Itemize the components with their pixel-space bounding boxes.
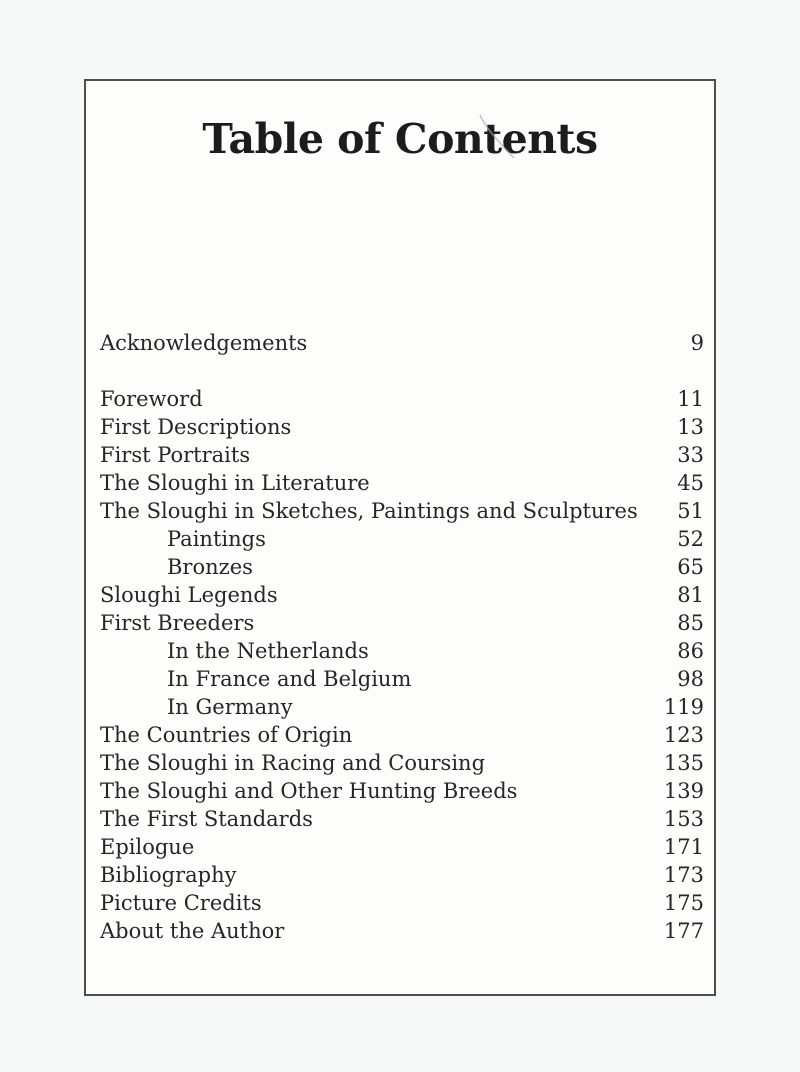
toc-entry-page-number: 9 [690,331,704,355]
toc-entry-page-number: 85 [677,611,704,635]
toc-entry-page-number: 177 [663,919,704,943]
toc-entry-label: First Portraits [100,443,251,467]
toc-entry-page-number: 65 [677,555,704,579]
toc-list [100,329,704,945]
scan-scratch-artifact [86,81,714,281]
toc-entry-page-number: 119 [663,695,704,719]
toc-entry-label: Paintings [167,527,266,551]
toc-entry [100,833,704,861]
page-title: Table of Contents [202,115,598,163]
toc-entry [100,385,704,413]
scanned-page [84,79,716,996]
toc-entry [100,441,704,469]
toc-entry-label: The Countries of Origin [100,723,353,747]
toc-entry [100,777,704,805]
toc-entry [100,917,704,945]
toc-entry [100,637,704,665]
toc-entry-label: In the Netherlands [167,639,369,663]
toc-entry-label: Foreword [100,387,203,411]
toc-entry [100,665,704,693]
toc-entry-label: The First Standards [100,807,313,831]
toc-entry-label: The Sloughi in Literature [100,471,370,495]
toc-entry [100,805,704,833]
toc-entry-label: About the Author [100,919,285,943]
toc-entry [100,889,704,917]
toc-entry [100,469,704,497]
toc-entry-page-number: 123 [663,723,704,747]
toc-entry [100,693,704,721]
toc-entry-page-number: 135 [663,751,704,775]
toc-entry-page-number: 33 [677,443,704,467]
toc-entry-label: In France and Belgium [167,667,412,691]
toc-entry-page-number: 153 [663,807,704,831]
toc-entry-page-number: 51 [677,499,704,523]
toc-entry-label: The Sloughi and Other Hunting Breeds [100,779,518,803]
toc-entry-page-number: 11 [677,387,704,411]
toc-entry [100,525,704,553]
toc-entry [100,553,704,581]
toc-entry-label: In Germany [167,695,293,719]
toc-entry [100,497,704,525]
toc-entry [100,609,704,637]
toc-entry-page-number: 13 [677,415,704,439]
toc-entry [100,861,704,889]
toc-entry-label: Picture Credits [100,891,262,915]
toc-entry-page-number: 175 [663,891,704,915]
toc-entry-label: The Sloughi in Sketches, Paintings and Sculptures [100,499,638,523]
toc-entry [100,581,704,609]
toc-entry-label: Epilogue [100,835,195,859]
toc-entry-page-number: 173 [663,863,704,887]
toc-entry [100,721,704,749]
toc-entry-page-number: 52 [677,527,704,551]
toc-entry-label: Sloughi Legends [100,583,278,607]
toc-entry-page-number: 86 [677,639,704,663]
toc-entry [100,749,704,777]
toc-entry [100,329,704,357]
toc-entry-page-number: 139 [663,779,704,803]
toc-entry-label: The Sloughi in Racing and Coursing [100,751,486,775]
toc-entry-label: Acknowledgements [100,331,308,355]
toc-entry-page-number: 45 [677,471,704,495]
toc-entry-label: Bibliography [100,863,237,887]
toc-entry-label: First Descriptions [100,415,292,439]
toc-entry-page-number: 171 [663,835,704,859]
toc-entry-page-number: 81 [677,583,704,607]
toc-entry-label: First Breeders [100,611,255,635]
toc-entry-label: Bronzes [167,555,253,579]
toc-entry [100,413,704,441]
toc-entry-page-number: 98 [677,667,704,691]
